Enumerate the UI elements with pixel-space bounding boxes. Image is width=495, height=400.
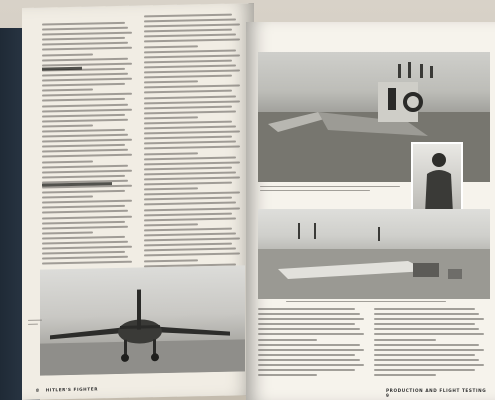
text-line bbox=[42, 226, 128, 230]
left-text-col-1 bbox=[42, 22, 134, 268]
text-line bbox=[374, 344, 479, 346]
text-line bbox=[144, 212, 232, 216]
text-line bbox=[374, 369, 475, 371]
text-line bbox=[144, 248, 236, 252]
text-line bbox=[144, 39, 240, 43]
text-line bbox=[374, 339, 436, 341]
text-line bbox=[258, 374, 317, 376]
text-line bbox=[42, 47, 132, 51]
text-line bbox=[144, 54, 240, 58]
text-line bbox=[258, 323, 355, 325]
aircraft-illustration bbox=[40, 265, 245, 375]
text-line bbox=[42, 27, 128, 31]
photo-caption bbox=[260, 186, 400, 194]
text-line bbox=[42, 62, 132, 66]
text-line bbox=[144, 136, 232, 140]
text-line bbox=[42, 119, 128, 123]
text-line bbox=[144, 161, 240, 165]
text-line bbox=[144, 217, 236, 221]
right-footer bbox=[386, 388, 495, 398]
text-line bbox=[144, 49, 236, 53]
text-line bbox=[258, 359, 360, 361]
text-line bbox=[42, 139, 132, 143]
text-line bbox=[258, 328, 360, 330]
text-line bbox=[42, 42, 128, 46]
text-line bbox=[144, 95, 236, 99]
text-line bbox=[144, 14, 232, 18]
text-line bbox=[144, 126, 236, 130]
text-line bbox=[144, 34, 236, 38]
text-line bbox=[144, 228, 232, 232]
text-line bbox=[144, 197, 232, 201]
text-line bbox=[144, 90, 232, 94]
text-line bbox=[42, 149, 128, 153]
text-line bbox=[258, 318, 364, 320]
text-line bbox=[144, 19, 236, 23]
portrait-inset-photo bbox=[411, 142, 463, 216]
text-line bbox=[374, 374, 436, 376]
right-text-col-2 bbox=[374, 308, 486, 379]
text-line bbox=[42, 175, 125, 179]
text-line bbox=[42, 236, 125, 240]
text-line bbox=[42, 32, 132, 36]
text-line bbox=[374, 354, 475, 356]
text-line bbox=[42, 164, 128, 168]
text-line bbox=[258, 308, 355, 310]
text-line bbox=[258, 344, 360, 346]
text-line bbox=[42, 114, 125, 118]
text-line bbox=[258, 349, 364, 351]
text-line bbox=[144, 24, 240, 28]
text-line bbox=[42, 98, 125, 102]
left-page-number: 8 bbox=[36, 387, 40, 393]
left-text-col-2 bbox=[144, 13, 242, 270]
text-line bbox=[144, 188, 198, 191]
text-line bbox=[374, 318, 484, 320]
text-line bbox=[42, 22, 125, 26]
text-line bbox=[374, 349, 484, 351]
text-line bbox=[144, 176, 240, 180]
text-line bbox=[144, 116, 198, 119]
left-footer bbox=[36, 386, 98, 392]
text-line bbox=[144, 85, 240, 89]
text-line bbox=[144, 141, 236, 145]
text-line bbox=[374, 313, 479, 315]
portrait-illustration bbox=[413, 144, 461, 214]
text-line bbox=[42, 144, 125, 148]
text-line bbox=[144, 253, 240, 257]
text-line bbox=[144, 259, 198, 262]
text-line bbox=[144, 182, 232, 186]
text-line bbox=[42, 246, 132, 250]
aircraft-wreck-photo bbox=[258, 209, 490, 299]
text-line bbox=[42, 241, 128, 245]
text-line bbox=[144, 233, 236, 237]
text-line bbox=[144, 75, 232, 79]
text-line bbox=[258, 333, 364, 335]
text-line bbox=[42, 210, 128, 214]
text-line bbox=[42, 256, 128, 260]
text-line bbox=[258, 313, 360, 315]
text-line bbox=[144, 110, 236, 114]
text-line bbox=[144, 238, 240, 242]
left-footer-title: HITLER'S FIGHTER bbox=[45, 386, 99, 393]
text-line bbox=[42, 190, 125, 194]
text-line bbox=[42, 134, 128, 138]
text-line bbox=[42, 169, 132, 173]
right-page bbox=[246, 22, 495, 400]
text-line bbox=[144, 207, 240, 211]
text-line bbox=[374, 323, 475, 325]
text-line bbox=[42, 108, 132, 112]
text-line bbox=[144, 29, 232, 33]
text-line bbox=[258, 354, 355, 356]
text-line bbox=[42, 200, 132, 204]
text-line bbox=[144, 146, 240, 150]
text-line bbox=[42, 205, 125, 209]
text-line bbox=[258, 369, 355, 371]
text-line bbox=[144, 131, 240, 135]
text-line bbox=[144, 243, 232, 247]
photo-caption bbox=[286, 301, 446, 305]
text-line bbox=[144, 81, 198, 84]
text-line bbox=[144, 166, 232, 170]
text-line bbox=[144, 105, 232, 109]
text-line bbox=[144, 100, 240, 104]
text-line bbox=[42, 251, 125, 255]
wreck-illustration bbox=[258, 209, 490, 299]
text-line bbox=[42, 37, 125, 41]
text-line bbox=[144, 152, 198, 155]
text-line bbox=[374, 333, 484, 335]
text-line bbox=[42, 215, 132, 219]
text-line bbox=[42, 103, 128, 107]
text-line bbox=[42, 73, 128, 77]
text-line bbox=[42, 196, 93, 199]
text-line bbox=[374, 359, 479, 361]
text-line bbox=[42, 221, 125, 225]
text-line bbox=[258, 339, 317, 341]
right-footer-title: PRODUCTION AND FLIGHT TESTING bbox=[386, 388, 487, 393]
text-line bbox=[144, 69, 240, 73]
text-line bbox=[144, 156, 236, 160]
text-line bbox=[144, 223, 198, 226]
text-line bbox=[42, 154, 132, 158]
text-line bbox=[42, 93, 132, 97]
text-line bbox=[374, 364, 484, 366]
text-line bbox=[42, 261, 132, 265]
text-line bbox=[258, 364, 364, 366]
text-line bbox=[42, 160, 93, 163]
text-line bbox=[144, 45, 198, 48]
text-line bbox=[42, 124, 93, 127]
text-line bbox=[42, 89, 93, 92]
photo-caption bbox=[28, 320, 42, 328]
right-text-col-1 bbox=[258, 308, 366, 379]
text-line bbox=[144, 202, 236, 206]
text-line bbox=[42, 129, 125, 133]
left-page bbox=[22, 3, 254, 400]
text-line bbox=[42, 83, 125, 87]
text-line bbox=[144, 59, 232, 63]
text-line bbox=[144, 121, 232, 125]
text-line bbox=[42, 78, 132, 82]
text-line bbox=[144, 171, 236, 175]
text-line bbox=[42, 57, 128, 61]
text-line bbox=[374, 308, 475, 310]
text-line bbox=[42, 231, 93, 234]
text-line bbox=[144, 64, 236, 68]
aircraft-photo-left bbox=[40, 265, 245, 375]
text-line bbox=[374, 328, 479, 330]
text-line bbox=[144, 192, 240, 196]
right-page-number: 9 bbox=[386, 393, 390, 398]
text-line bbox=[42, 53, 93, 56]
